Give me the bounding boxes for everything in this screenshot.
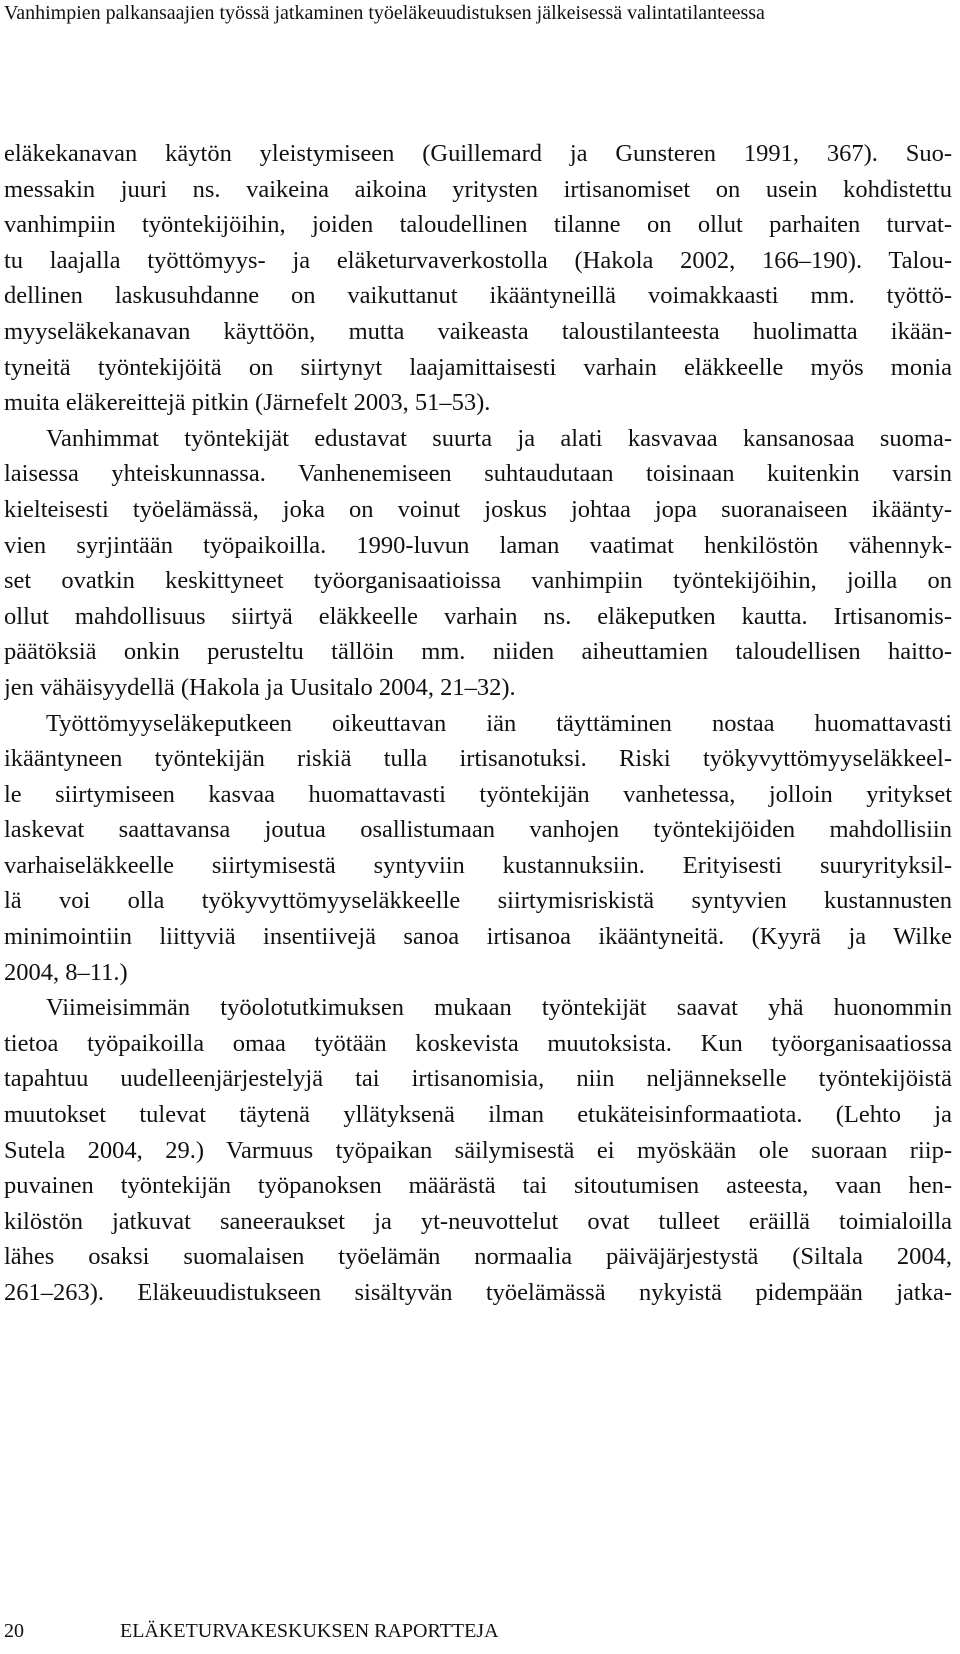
text-line: Sutela 2004, 29.) Varmuus työpaikan säilymisestä ei myöskään ole suoraan riip- (4, 1136, 952, 1164)
text-line: varhaiseläkkeelle siirtymisestä syntyviin kustannuksiin. Erityisesti suuryrityksil- (4, 851, 952, 879)
text-line: puvainen työntekijän työpanoksen määrästä tai sitoutumisen asteesta, vaan hen- (4, 1172, 952, 1200)
text-line: myyseläkekanavan käyttöön, mutta vaikeasta taloustilanteesta huolimatta ikään- (4, 317, 952, 345)
text-line: set ovatkin keskittyneet työorganisaatioissa vanhimpiin työntekijöihin, joilla on (4, 567, 952, 595)
text-line: kilöstön jatkuvat saneeraukset ja yt-neuvottelut ovat tulleet eräillä toimialoilla (4, 1207, 952, 1235)
body-text (4, 136, 952, 1311)
text-line: laskevat saattavansa joutua osallistumaan vanhojen työntekijöiden mahdollisiin (4, 816, 952, 844)
text-line: ikääntyneen työntekijän riskiä tulla irtisanotuksi. Riski työkyvyttömyyseläkkeel- (4, 745, 952, 773)
paragraph (4, 421, 952, 706)
text-line: vien syrjintään työpaikoilla. 1990-luvun laman vaatimat henkilöstön vähennyk- (4, 531, 952, 559)
publication-name: ELÄKETURVAKESKUKSEN RAPORTTEJA (120, 1620, 499, 1642)
text-line: lähes osaksi suomalaisen työelämän normaalia päiväjärjestystä (Siltala 2004, (4, 1243, 952, 1271)
text-line: vanhimpiin työntekijöihin, joiden taloudellinen tilanne on ollut parhaiten turvat- (4, 211, 952, 239)
text-line: kielteisesti työelämässä, joka on voinut joskus johtaa jopa suoranaiseen ikäänty- (4, 495, 952, 523)
text-line: tyneitä työntekijöitä on siirtynyt laajamittaisesti varhain eläkkeelle myös monia (4, 353, 952, 381)
text-line: Vanhimmat työntekijät edustavat suurta ja alati kasvavaa kansanosaa suoma- (46, 424, 952, 452)
text-line: 2004, 8–11.) (4, 958, 128, 986)
page-footer (4, 1617, 704, 1645)
text-line: tietoa työpaikoilla omaa työtään koskevista muutoksista. Kun työorganisaatiossa (4, 1029, 952, 1057)
paragraph (4, 990, 952, 1310)
text-line: päätöksiä onkin perusteltu tällöin mm. niiden aiheuttamien taloudellisen haitto- (4, 638, 952, 666)
page-number: 20 (4, 1620, 24, 1642)
text-line: ollut mahdollisuus siirtyä eläkkeelle varhain ns. eläkeputken kautta. Irtisanomis- (4, 602, 952, 630)
running-header: Vanhimpien palkansaajien työssä jatkaminen työeläkeuudistuksen jälkeisessä valintatilanteessa (4, 2, 765, 24)
text-line: lä voi olla työkyvyttömyyseläkkeelle siirtymisriskistä syntyvien kustannusten (4, 887, 952, 915)
text-line: le siirtymiseen kasvaa huomattavasti työntekijän vanhetessa, jolloin yritykset (4, 780, 952, 808)
text-line: minimointiin liittyviä insentiivejä sanoa irtisanoa ikääntyneitä. (Kyyrä ja Wilke (4, 923, 952, 951)
text-line: laisessa yhteiskunnassa. Vanhenemiseen suhtaudutaan toisinaan kuitenkin varsin (4, 460, 952, 488)
text-line: tu laajalla työttömyys- ja eläketurvaverkostolla (Hakola 2002, 166–190). Talou- (4, 246, 952, 274)
text-line: dellinen laskusuhdanne on vaikuttanut ikääntyneillä voimakkaasti mm. työttö- (4, 282, 952, 310)
text-line: Työttömyyseläkeputkeen oikeuttavan iän täyttäminen nostaa huomattavasti (46, 709, 952, 737)
text-line: muutokset tulevat täytenä yllätyksenä ilman etukäteisinformaatiota. (Lehto ja (4, 1101, 952, 1129)
paragraph (4, 706, 952, 991)
text-line: eläkekanavan käytön yleistymiseen (Guillemard ja Gunsteren 1991, 367). Suo- (4, 140, 952, 167)
paragraph (4, 136, 952, 421)
text-line: 261–263). Eläkeuudistukseen sisältyvän työelämässä nykyistä pidempään jatka- (4, 1279, 952, 1306)
text-line: messakin juuri ns. vaikeina aikoina yritysten irtisanomiset on usein kohdistettu (4, 175, 952, 203)
text-line: muita eläkereittejä pitkin (Järnefelt 2003, 51–53). (4, 389, 491, 417)
text-line: jen vähäisyydellä (Hakola ja Uusitalo 2004, 21–32). (4, 673, 516, 701)
text-line: Viimeisimmän työolotutkimuksen mukaan työntekijät saavat yhä huonommin (46, 994, 952, 1022)
text-line: tapahtuu uudelleenjärjestelyjä tai irtisanomisia, niin neljännekselle työntekijöistä (4, 1065, 952, 1093)
